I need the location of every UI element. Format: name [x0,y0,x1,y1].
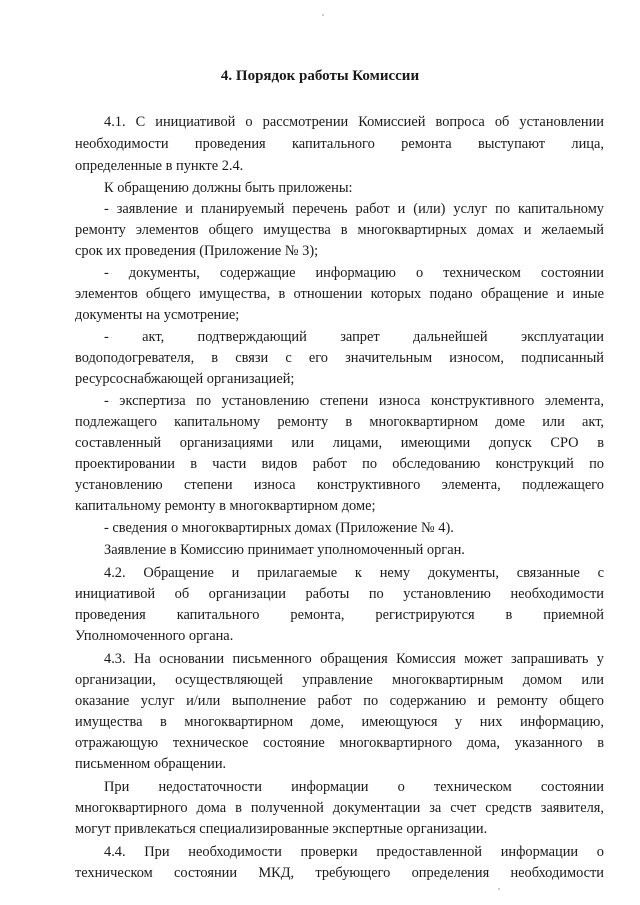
text-line: могут привлекаться специализированные экспертные организации. [75,821,488,837]
text-line: При недостаточности информации о техническом состоянии [104,779,604,795]
text-line: - акт, подтверждающий запрет дальнейшей эксплуатации [104,329,604,345]
text-line: 4.4. При необходимости проверки предоставленной информации о [104,844,604,860]
text-line: инициативой об организации работы по установлению необходимости [75,586,604,602]
text-line: ресурсоснабжающей организацией; [75,371,295,387]
text-line: срок их проведения (Приложение № 3); [75,243,319,259]
text-line: капитальному ремонту в многоквартирном доме; [75,498,376,514]
text-line: - документы, содержащие информацию о техническом состоянии [104,265,604,281]
text-line: 4.1. С инициативой о рассмотрении Комиссией вопроса об установлении [104,114,604,130]
scan-speck [322,14,324,16]
text-line: документы на усмотрение; [75,307,240,323]
scan-speck [498,888,500,890]
text-line: необходимости проведения капитального ремонта выступают лица, [75,136,604,152]
text-line: Заявление в Комиссию принимает уполномоченный орган. [104,542,465,558]
text-line: 4.3. На основании письменного обращения Комиссия может запрашивать у [104,651,604,667]
text-line: 4.2. Обращение и прилагаемые к нему документы, связанные с [104,565,604,581]
text-line: составленный организациями или лицами, имеющими допуск СРО в [75,435,604,451]
text-line: водоподогревателя, в связи с его значительным износом, подписанный [75,350,604,366]
text-line: элементов общего имущества, в отношении которых подано обращение и иные [75,286,604,302]
text-line: многоквартирного дома в полученной документации за счет средств заявителя, [75,800,604,816]
text-line: имущества в многоквартирном доме, имеющуюся у них информацию, [75,714,604,730]
text-line: ремонту элементов общего имущества в многоквартирных домах и желаемый [75,222,604,238]
text-line: определенные в пункте 2.4. [75,158,244,174]
text-line: - заявление и планируемый перечень работ и (или) услуг по капитальному [104,201,604,217]
section-title: 4. Порядок работы Комиссии [220,68,420,84]
text-line: отражающую техническое состояние многоквартирного дома, указанного в [75,735,604,751]
text-line: Уполномоченного органа. [75,628,234,644]
text-line: - экспертиза по установлению степени износа конструктивного элемента, [104,393,604,409]
text-line: К обращению должны быть приложены: [104,180,353,196]
text-line: оказание услуг и/или выполнение работ по содержанию и ремонту общего [75,693,604,709]
text-line: проектировании в части видов работ по обследованию конструкций по [75,456,604,472]
text-line: установлению степени износа конструктивного элемента, подлежащего [75,477,604,493]
text-line: - сведения о многоквартирных домах (Приложение № 4). [104,520,454,536]
text-line: подлежащего капитальному ремонту в многоквартирном доме или акт, [75,414,604,430]
text-line: организации, осуществляющей управление многоквартирным домом или [75,672,604,688]
text-line: письменном обращении. [75,756,227,772]
text-line: техническом состоянии МКД, требующего определения необходимости [75,865,604,881]
text-line: проведения капитального ремонта, регистрируются в приемной [75,607,604,623]
